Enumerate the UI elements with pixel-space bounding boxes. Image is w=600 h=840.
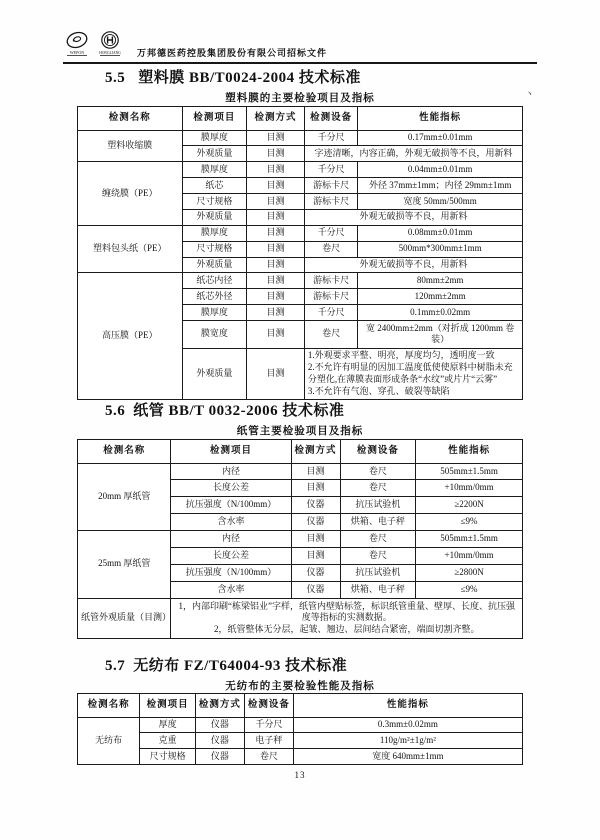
device-cell: 游标卡尺	[304, 273, 357, 289]
method-cell: 目测	[291, 547, 340, 564]
item-cell: 外观质量	[182, 257, 247, 273]
method-cell: 仪器	[195, 717, 244, 733]
material-name-cell: 塑料收缩膜	[78, 130, 183, 162]
spec-cell: +10mm/0mm	[416, 480, 523, 497]
device-cell: 游标卡尺	[304, 178, 357, 194]
method-cell: 仪器	[291, 564, 340, 581]
section-heading-5-5	[105, 66, 361, 87]
appearance-note-line: 2，纸管整体无分层，起皱、翘边、层间结合紧密，端面切割齐整。	[213, 624, 480, 635]
spec-cell: 120mm±2mm	[358, 289, 523, 305]
column-header: 检测名称	[78, 694, 140, 718]
spec-cell: ≤9%	[416, 581, 523, 598]
appearance-notes-cell	[171, 598, 523, 639]
item-cell: 长度公差	[171, 480, 291, 497]
table-caption-paper-tube: 纸管主要检验项目及指标	[236, 426, 364, 437]
item-cell: 纸芯内径	[182, 273, 247, 289]
table-row	[78, 273, 523, 289]
method-cell: 仪器	[195, 733, 244, 749]
method-cell: 目测	[247, 241, 305, 257]
column-header: 检测名称	[78, 107, 183, 131]
spec-cell: 80mm±2mm	[358, 273, 523, 289]
spec-cell: 外观无破损等不良，用新料	[304, 257, 522, 273]
table-row	[78, 531, 523, 548]
column-header: 性能指标	[293, 694, 522, 718]
device-cell: 千分尺	[304, 162, 357, 178]
item-cell: 尺寸规格	[140, 749, 196, 765]
spec-cell: ≤9%	[416, 514, 523, 531]
column-header: 检测名称	[78, 440, 171, 464]
method-cell: 仪器	[291, 497, 340, 514]
method-cell: 仪器	[195, 749, 244, 765]
device-cell: 卷尺	[304, 321, 357, 349]
column-header: 性能指标	[416, 440, 523, 464]
method-cell: 目测	[291, 480, 340, 497]
method-cell: 目测	[247, 225, 305, 241]
spec-cell: +10mm/0mm	[416, 547, 523, 564]
spec-cell: 外径 37mm±1mm；内径 29mm±1mm	[358, 178, 523, 194]
method-cell: 目测	[247, 273, 305, 289]
device-cell: 卷尺	[340, 547, 416, 564]
device-cell: 电子秤	[244, 733, 293, 749]
item-cell: 外观质量	[182, 146, 247, 162]
column-header: 检测方式	[195, 694, 244, 718]
column-header: 检测设备	[244, 694, 293, 718]
wepon-logo-icon	[63, 31, 91, 62]
device-cell: 游标卡尺	[304, 194, 357, 210]
spec-cell: 宽 2400mm±2mm（对折成 1200mm 卷装）	[358, 321, 523, 349]
quality-note-line: 2.不允许有明显的因加工温度低使使原料中树脂未充分塑化,在薄膜表面形成条条“水纹”或片片“云雾”	[307, 362, 513, 385]
device-cell: 千分尺	[304, 225, 357, 241]
section-heading-5-7	[105, 654, 347, 675]
table-row	[78, 162, 523, 178]
table-caption-plastic-film: 塑料膜的主要检验项目及指标	[225, 93, 375, 104]
item-cell: 抗压强度（N/100mm）	[171, 564, 291, 581]
method-cell: 目测	[247, 289, 305, 305]
column-header: 检测设备	[340, 440, 416, 464]
section-number: 5.5	[105, 70, 126, 86]
device-cell: 卷尺	[340, 463, 416, 480]
column-header: 检测方式	[291, 440, 340, 464]
item-cell: 内径	[171, 463, 291, 480]
section-number: 5.7	[105, 658, 126, 674]
hongliang-logo-icon	[97, 31, 123, 62]
item-cell: 膜厚度	[182, 130, 247, 146]
device-cell: 千分尺	[244, 717, 293, 733]
material-name-cell: 缠绕膜（PE）	[78, 162, 183, 226]
scan-mark: 丶	[525, 89, 535, 99]
item-cell: 膜厚度	[182, 162, 247, 178]
section-number: 5.6	[105, 403, 126, 419]
material-name-cell: 高压膜（PE）	[78, 273, 183, 400]
spec-cell: ≥2800N	[416, 564, 523, 581]
method-cell: 目测	[247, 321, 305, 349]
item-cell: 膜厚度	[182, 305, 247, 321]
spec-cell: 0.3mm±0.02mm	[293, 717, 522, 733]
method-cell: 目测	[247, 209, 305, 225]
spec-cell: 110g/m²±1g/m²	[293, 733, 522, 749]
spec-cell: 505mm±1.5mm	[416, 531, 523, 548]
item-cell: 抗压强度（N/100mm）	[171, 497, 291, 514]
method-cell: 仪器	[291, 514, 340, 531]
item-cell: 厚度	[140, 717, 196, 733]
device-cell: 烘箱、电子秤	[340, 581, 416, 598]
method-cell: 目测	[247, 178, 305, 194]
spec-cell: 宽度 50mm/500mm	[358, 194, 523, 210]
column-header: 检测方式	[247, 107, 305, 131]
device-cell: 烘箱、电子秤	[340, 514, 416, 531]
device-cell: 抗压试验机	[340, 564, 416, 581]
item-cell: 含水率	[171, 581, 291, 598]
item-cell: 膜厚度	[182, 225, 247, 241]
material-name-cell: 25mm 厚纸管	[78, 531, 171, 599]
item-cell: 膜宽度	[182, 321, 247, 349]
table-row	[78, 130, 523, 146]
column-header: 检测设备	[304, 107, 357, 131]
spec-cell: 500mm*300mm±1mm	[358, 241, 523, 257]
spec-cell: 505mm±1.5mm	[416, 463, 523, 480]
section-title: 塑料膜 BB/T0024-2004 技术标准	[138, 70, 361, 86]
org-title: 万邦德医药控股集团股份有限公司招标文件	[137, 48, 328, 58]
material-name-cell: 20mm 厚纸管	[78, 463, 171, 531]
paper-tube-table-wrap	[77, 439, 523, 639]
inspection-table-plastic-film	[77, 106, 523, 400]
item-cell: 外观质量	[182, 209, 247, 225]
header-row	[78, 107, 523, 131]
table-row	[78, 749, 523, 765]
method-cell: 目测	[247, 130, 305, 146]
device-cell: 卷尺	[304, 241, 357, 257]
plastic-film-table-wrap	[77, 106, 523, 400]
header-row	[78, 694, 523, 718]
method-cell: 目测	[247, 305, 305, 321]
quality-note-line: 3.不允许有气泡、穿孔、破裂等缺陷	[307, 385, 450, 396]
item-cell: 含水率	[171, 514, 291, 531]
material-name-cell: 无纺布	[78, 717, 140, 765]
section-title: 无纺布 FZ/T64004-93 技术标准	[133, 658, 348, 674]
inspection-table-paper-tube	[77, 439, 523, 639]
section-title: 纸管 BB/T 0032-2006 技术标准	[133, 403, 345, 419]
device-cell: 抗压试验机	[340, 497, 416, 514]
quality-notes-cell	[304, 348, 522, 400]
method-cell: 目测	[291, 531, 340, 548]
spec-cell: 字迹清晰，内容正确，外观无破损等不良，用新料	[304, 146, 522, 162]
method-cell: 目测	[247, 257, 305, 273]
item-cell: 内径	[171, 531, 291, 548]
table-row	[78, 733, 523, 749]
method-cell: 目测	[247, 146, 305, 162]
hongliang-logo-caption: HONGLIANG	[99, 51, 121, 55]
device-cell: 千分尺	[304, 130, 357, 146]
method-cell: 目测	[291, 463, 340, 480]
device-cell: 千分尺	[304, 305, 357, 321]
item-cell: 纸芯外径	[182, 289, 247, 305]
device-cell: 卷尺	[340, 480, 416, 497]
item-cell: 纸芯	[182, 178, 247, 194]
device-cell: 卷尺	[340, 531, 416, 548]
device-cell: 游标卡尺	[304, 289, 357, 305]
table-caption-nonwoven: 无纺布的主要检验性能及指标	[225, 681, 375, 692]
method-cell: 目测	[247, 194, 305, 210]
column-header: 性能指标	[358, 107, 523, 131]
spec-cell: 0.04mm±0.01mm	[358, 162, 523, 178]
column-header: 检测项目	[171, 440, 291, 464]
inspection-table-nonwoven	[77, 693, 523, 765]
spec-cell: ≥2200N	[416, 497, 523, 514]
column-header: 检测项目	[140, 694, 196, 718]
method-cell: 目测	[247, 348, 305, 400]
table-row	[78, 225, 523, 241]
table-row	[78, 717, 523, 733]
nonwoven-table-wrap	[77, 693, 523, 765]
method-cell: 仪器	[291, 581, 340, 598]
item-cell: 长度公差	[171, 547, 291, 564]
table-row	[78, 463, 523, 480]
method-cell: 目测	[247, 162, 305, 178]
wepon-logo-caption: WEPON	[69, 50, 85, 55]
quality-note-line: 1.外观要求平整、明亮，厚度均匀，透明度一致	[307, 350, 495, 361]
material-name-cell: 塑料包头纸（PE）	[78, 225, 183, 273]
page-number: 13	[294, 770, 306, 780]
spec-cell: 0.1mm±0.02mm	[358, 305, 523, 321]
spec-cell: 0.17mm±0.01mm	[358, 130, 523, 146]
section-heading-5-6	[105, 399, 344, 420]
column-header: 检测项目	[182, 107, 247, 131]
document-header	[63, 32, 537, 64]
item-cell: 克重	[140, 733, 196, 749]
item-cell: 外观质量	[182, 348, 247, 400]
spec-cell: 宽度 640mm±1mm	[293, 749, 522, 765]
spec-cell: 0.08mm±0.01mm	[358, 225, 523, 241]
item-cell: 尺寸规格	[182, 241, 247, 257]
table-row	[78, 598, 523, 639]
spec-cell: 外观无破损等不良，用新料	[304, 209, 522, 225]
appearance-note-line: 1，内部印刷“栋梁铝业”字样，纸管内壁贴标签，标识纸管重量、壁厚、长度、抗压强度等指标的实测数据。	[178, 600, 515, 623]
device-cell: 卷尺	[244, 749, 293, 765]
header-row	[78, 440, 523, 464]
item-cell: 尺寸规格	[182, 194, 247, 210]
material-name-cell: 纸管外观质量（目测）	[78, 598, 171, 639]
